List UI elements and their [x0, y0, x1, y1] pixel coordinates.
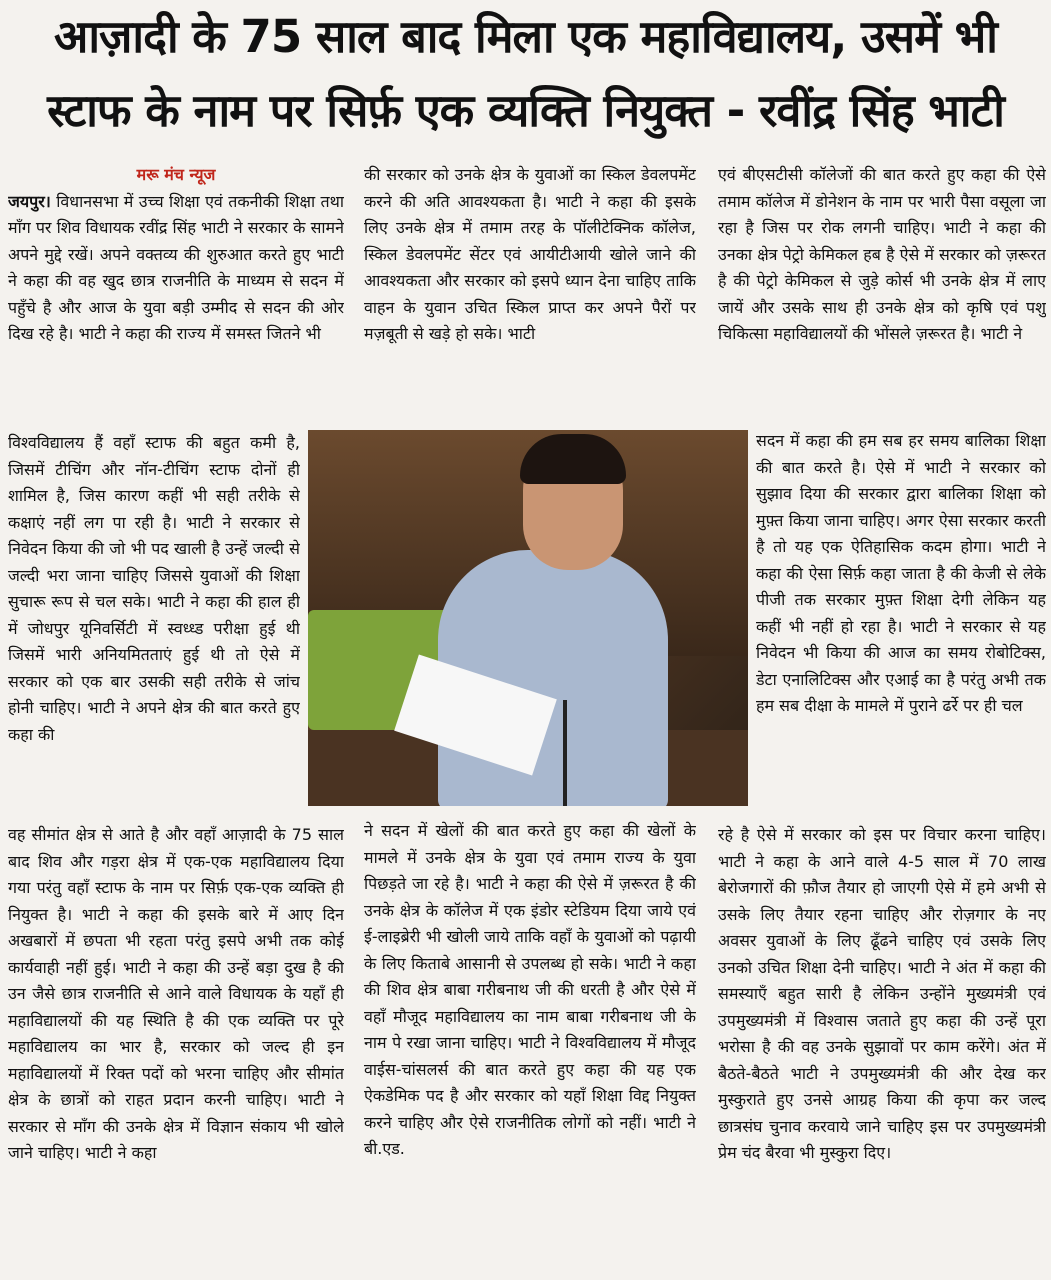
column-1-middle	[8, 430, 300, 822]
column-3-top-text: एवं बीएसटीसी कॉलेजों की बात करते हुए कहा की ऐसे तमाम कॉलेज में डोनेशन के नाम पर भारी पैसा वसूला जा रहा है जिस पर रोक लगनी चाहिए। भाटी ने कहा की उनका क्षेत्र पेट्रो केमिकल हब है ऐसे में सरकार को ज़रूरत है की पेट्रो केमिकल से जुड़े कोर्स भी उनके क्षेत्र में लाए जायें और उसके साथ ही उनके क्षेत्र को कृषि एवं पशु चिकित्सा महाविद्यालयों की भोंसले ज़रूरत है। भाटी ने	[718, 165, 1046, 343]
dateline: जयपुर।	[8, 191, 51, 211]
column-1-bottom	[8, 822, 344, 1274]
article-photo	[308, 430, 748, 806]
byline: मरू मंच न्यूज	[136, 165, 216, 184]
headline-line-1: आज़ादी के 75 साल बाद मिला एक महाविद्यालय, उसमें भी	[54, 10, 997, 63]
column-3-top	[718, 162, 1046, 428]
column-1-top	[8, 162, 344, 430]
photo-microphone	[563, 700, 567, 806]
headline	[0, 0, 1051, 160]
column-3-middle-text: सदन में कहा की हम सब हर समय बालिका शिक्षा की बात करते है। ऐसे में भाटी ने सरकार को सुझाव दिया की सरकार द्वारा बालिका शिक्षा को मुफ़्त किया जाना चाहिए। अगर ऐसा सरकार करती है तो यह एक ऐतिहासिक कदम होगा। भाटी ने कहा की ऐसा सिर्फ़ कहा जाता है की केजी से लेके पीजी तक सरकार मुफ़्त शिक्षा देगी लेकिन यह कहीं भी नहीं हो रहा है। भाटी ने सरकार से यह निवेदन भी किया की आज का समय रोबोटिक्स, डेटा एनालिटिक्स और एआई का है परंतु अभी तक हम सब दीक्षा के मामले में पुराने ढर्रे पर ही चल	[756, 431, 1046, 715]
column-2-bottom	[364, 818, 696, 1274]
column-2-top-text: की सरकार को उनके क्षेत्र के युवाओं का स्किल डेवलपमेंट करने की अति आवश्यकता है। भाटी ने कहा की इसके लिए उनके क्षेत्र में तमाम तरह के पॉलीटेक्निक कॉलेज, स्किल डेवलपमेंट सेंटर एवं आयीटीआयी खोले जाने की आवश्यकता और सरकार को इसपे ध्यान देना चाहिए ताकि वाहन के युवान उचित स्किल प्राप्त कर अपने पैरों पर मज़बूती से खड़े हो सके। भाटी	[364, 165, 696, 343]
column-3-middle	[756, 428, 1046, 822]
column-1-bottom-text: वह सीमांत क्षेत्र से आते है और वहाँ आज़ादी के 75 साल बाद शिव और गड़रा क्षेत्र में एक-एक महाविद्यालय दिया गया परंतु वहाँ स्टाफ के नाम पर सिर्फ़ एक-एक व्यक्ति ही नियुक्त है। भाटी ने कहा की इसके बारे में आए दिन अखबारों में छपता भी रहता परंतु इसपे अभी तक कोई कार्यवाही नहीं हुई। भाटी ने कहा की उन्हें बड़ा दुख है की उन जैसे छात्र राजनीति से आने वाले विधायक के यहाँ ही महाविद्यालयों की यह स्थिति है की एक व्यक्ति पर पूरे महाविद्यालय का भार है, सरकार को जल्द ही इन महाविद्यालयों में रिक्त पदों को भरना चाहिए और सीमांत क्षेत्र के छात्रों को राहत प्रदान करनी चाहिए। भाटी ने सरकार से माँग की उनके क्षेत्र में विज्ञान संकाय भी खोले जाने चाहिए। भाटी ने कहा	[8, 825, 344, 1162]
column-3-bottom	[718, 822, 1046, 1274]
article-paragraph	[8, 189, 344, 348]
column-3-bottom-text: रहे है ऐसे में सरकार को इस पर विचार करना चाहिए। भाटी ने कहा के आने वाले 4-5 साल में 70 लाख बेरोजगारों की फ़ौज तैयार हो जाएगी ऐसे में हमे अभी से उसके लिए तैयार रहना चाहिए और रोज़गार के नए अवसर युवाओं के लिए ढूँढने चाहिए एवं उसके लिए उनको उचित शिक्षा देनी चाहिए। भाटी ने अंत में कहा की समस्याएँ बहुत सारी है लेकिन उन्होंने मुख्यमंत्री एवं उपमुख्यमंत्री में विश्वास जताते हुए कहा की उन्हें पूरा भरोसा है की वह उनके सुझावों पर काम करेंगे। अंत में बैठते-बैठते भाटी ने उपमुख्यमंत्री की और देख कर मुस्कुराते हुए उनसे आग्रह किया की कृपा कर जल्द छात्रसंघ चुनाव करवाये जाने चाहिए इस पर उपमुख्यमंत्री प्रेम चंद बैरवा भी मुस्कुरा दिए।	[718, 825, 1046, 1162]
column-1-middle-text: विश्वविद्यालय हैं वहाँ स्टाफ की बहुत कमी है, जिसमें टीचिंग और नॉन-टीचिंग स्टाफ दोनों ही शामिल है, जिस कारण कहीं भी सही तरीके से कक्षाएं नहीं लग पा रही है। भाटी ने सरकार से निवेदन किया की जो भी पद खाली है उन्हें जल्दी से जल्दी भरा जाना चाहिए जिससे युवाओं की शिक्षा सुचारू रूप से चल सके। भाटी ने कहा की हाल ही में जोधपुर यूनिवर्सिटी में स्वध्ध्ड परीक्षा हुई थी जिसमें भारी अनियमितताएं हुई थी तो ऐसे में सरकार को एक बार उसकी सही तरीके से जांच होनी चाहिए। भाटी ने अपने क्षेत्र की बात करते हुए कहा की	[8, 433, 300, 744]
column-2-bottom-text: ने सदन में खेलों की बात करते हुए कहा की खेलों के मामले में उनके क्षेत्र के युवा एवं तमाम राज्य के युवा पिछड़ते जा रहे है। भाटी ने कहा की ऐसे में ज़रूरत है की उनके क्षेत्र के कॉलेज में एक इंडोर स्टेडियम दिया जाये एवं ई-लाइब्रेरी भी खोली जाये ताकि वहाँ के युवाओं को पढ़ायी के लिए किताबे आसानी से उपलब्ध हो सके। भाटी ने कहा की शिव क्षेत्र बाबा गरीबनाथ जी की धरती है और ऐसे में वहाँ मौजूद महाविद्यालय का नाम बाबा गरीबनाथ जी के नाम पे रखा जाना चाहिए। भाटी ने विश्वविद्यालय में मौजूद वाईस-चांसलर्स की बात करते हुए कहा की यह एक ऐकडेमिक पद है और सरकार को यहाँ शिक्षा विद्द नियुक्त करने चाहिए और ऐसे राजनीतिक लोगों को नहीं। भाटी ने बी.एड.	[364, 821, 696, 1158]
headline-line-2: स्टाफ के नाम पर सिर्फ़ एक व्यक्ति नियुक्त - रवींद्र सिंह भाटी	[47, 84, 1004, 137]
column-1-top-text: विधानसभा में उच्च शिक्षा एवं तकनीकी शिक्षा तथा माँग पर शिव विधायक रवींद्र सिंह भाटी ने सरकार के सामने अपने मुद्दे रखें। अपने वक्तव्य की शुरुआत करते हुए भाटी ने कहा की वह खुद छात्र राजनीति के माध्यम से सदन में पहुँचे है और आज के युवा बड़ी उम्मीद से सदन की ओर दिख रहे है। भाटी ने कहा की राज्य में समस्त जितने भी	[8, 191, 344, 343]
column-2-top	[364, 162, 696, 428]
